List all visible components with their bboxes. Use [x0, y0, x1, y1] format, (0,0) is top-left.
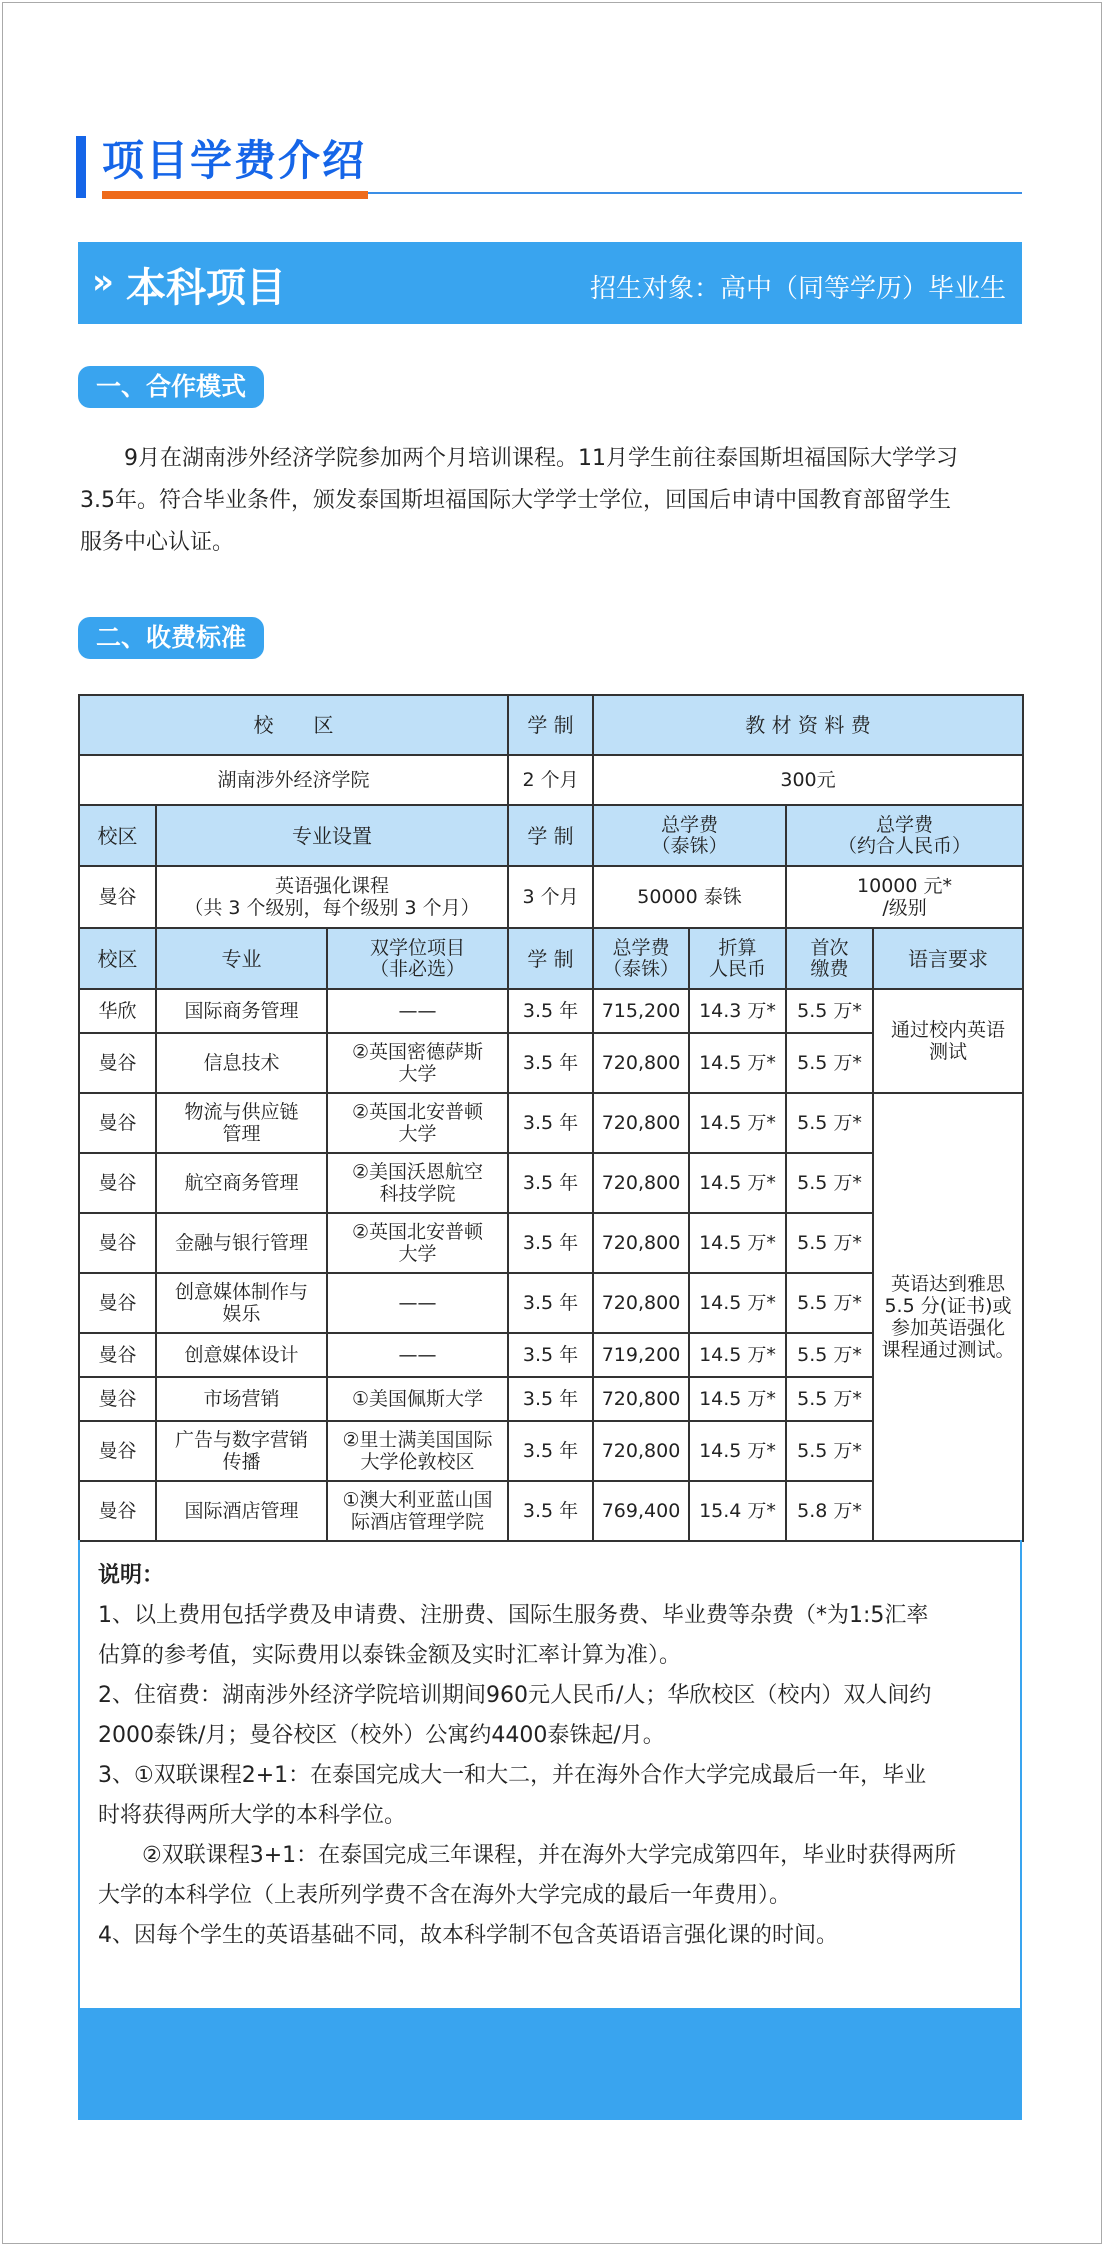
header-rmb-equivalent: 折算 人民币 — [689, 928, 786, 989]
note-line: 4、因每个学生的英语基础不同，故本科学制不包含英语语言强化课的时间。 — [98, 1923, 838, 1948]
row-major: 创意媒体设计 — [156, 1333, 327, 1377]
note-line: 1、以上费用包括学费及申请费、注册费、国际生服务费、毕业费等杂费（*为1:5汇率 — [98, 1603, 929, 1628]
english-campus: 曼谷 — [79, 866, 156, 928]
row-duration: 3.5 年 — [508, 1421, 593, 1481]
language-requirement-ielts: 英语达到雅思 5.5 分(证书)或 参加英语强化 课程通过测试。 — [873, 1093, 1023, 1541]
english-fee-baht: 50000 泰铢 — [593, 866, 786, 928]
notes-heading: 说明： — [98, 1563, 165, 1588]
header-dual-degree: 双学位项目 （非必选） — [327, 928, 508, 989]
row-first-payment: 5.5 万* — [786, 1033, 873, 1093]
row-duration: 3.5 年 — [508, 1033, 593, 1093]
row-dual-degree: ①美国佩斯大学 — [327, 1377, 508, 1421]
table-row — [79, 928, 1023, 989]
row-campus: 曼谷 — [79, 1093, 156, 1153]
row-major: 国际酒店管理 — [156, 1481, 327, 1541]
header-material-fee: 教 材 资 料 费 — [593, 695, 1023, 755]
row-first-payment: 5.5 万* — [786, 1213, 873, 1273]
table-row — [79, 805, 1023, 866]
row-first-payment: 5.5 万* — [786, 1333, 873, 1377]
header-language-requirement: 语言要求 — [873, 928, 1023, 989]
english-fee-rmb: 10000 元* /级别 — [786, 866, 1023, 928]
row-dual-degree: ②里士满美国国际 大学伦敦校区 — [327, 1421, 508, 1481]
bottom-band — [78, 2008, 1022, 2120]
training-campus: 湖南涉外经济学院 — [79, 755, 508, 805]
row-fee-baht: 719,200 — [593, 1333, 689, 1377]
header-major: 专业 — [156, 928, 327, 989]
row-duration: 3.5 年 — [508, 1153, 593, 1213]
row-duration: 3.5 年 — [508, 989, 593, 1033]
row-fee-baht: 769,400 — [593, 1481, 689, 1541]
row-fee-baht: 720,800 — [593, 1093, 689, 1153]
note-line: ②双联课程3+1：在泰国完成三年课程，并在海外大学完成第四年，毕业时获得两所 — [98, 1843, 957, 1868]
row-fee-baht: 715,200 — [593, 989, 689, 1033]
row-fee-baht: 720,800 — [593, 1033, 689, 1093]
row-fee-baht: 720,800 — [593, 1213, 689, 1273]
fee-table — [78, 694, 1024, 1542]
row-first-payment: 5.5 万* — [786, 1153, 873, 1213]
table-row — [79, 866, 1023, 928]
header-total-fee-baht: 总学费 （泰铢） — [593, 805, 786, 866]
row-dual-degree: —— — [327, 989, 508, 1033]
table-row — [79, 755, 1023, 805]
title-accent-line — [102, 191, 368, 199]
row-fee-rmb: 14.5 万* — [689, 1153, 786, 1213]
header-total-fee-rmb: 总学费 （约合人民币） — [786, 805, 1023, 866]
header-duration: 学 制 — [508, 695, 593, 755]
note-line: 3、①双联课程2+1：在泰国完成大一和大二，并在海外合作大学完成最后一年，毕业 — [98, 1763, 927, 1788]
row-fee-baht: 720,800 — [593, 1273, 689, 1333]
title-bar-accent — [76, 136, 86, 198]
note-line: 时将获得两所大学的本科学位。 — [98, 1803, 407, 1828]
row-major: 金融与银行管理 — [156, 1213, 327, 1273]
row-dual-degree: —— — [327, 1333, 508, 1377]
header-course: 专业设置 — [156, 805, 508, 866]
row-dual-degree: ②英国北安普顿 大学 — [327, 1093, 508, 1153]
row-duration: 3.5 年 — [508, 1273, 593, 1333]
row-fee-rmb: 15.4 万* — [689, 1481, 786, 1541]
row-duration: 3.5 年 — [508, 1377, 593, 1421]
row-campus: 曼谷 — [79, 1421, 156, 1481]
row-campus: 曼谷 — [79, 1033, 156, 1093]
row-fee-baht: 720,800 — [593, 1421, 689, 1481]
row-campus: 曼谷 — [79, 1153, 156, 1213]
notes-text — [98, 1556, 1008, 1956]
row-duration: 3.5 年 — [508, 1481, 593, 1541]
intro-line: 服务中心认证。 — [80, 530, 235, 555]
note-line: 估算的参考值，实际费用以泰铢金额及实时汇率计算为准）。 — [98, 1643, 682, 1668]
language-requirement-internal: 通过校内英语 测试 — [873, 989, 1023, 1093]
row-dual-degree: ②英国密德萨斯 大学 — [327, 1033, 508, 1093]
row-dual-degree: ②美国沃恩航空 科技学院 — [327, 1153, 508, 1213]
intro-line: 3.5年。符合毕业条件，颁发泰国斯坦福国际大学学士学位，回国后申请中国教育部留学生 — [80, 488, 951, 513]
english-course: 英语强化课程 （共 3 个级别，每个级别 3 个月） — [156, 866, 508, 928]
row-major: 市场营销 — [156, 1377, 327, 1421]
note-line: 大学的本科学位（上表所列学费不含在海外大学完成的最后一年费用）。 — [98, 1883, 792, 1908]
row-fee-rmb: 14.5 万* — [689, 1377, 786, 1421]
training-duration: 2 个月 — [508, 755, 593, 805]
row-campus: 曼谷 — [79, 1273, 156, 1333]
row-campus: 曼谷 — [79, 1213, 156, 1273]
row-fee-rmb: 14.5 万* — [689, 1421, 786, 1481]
row-first-payment: 5.5 万* — [786, 1377, 873, 1421]
row-campus: 曼谷 — [79, 1333, 156, 1377]
english-duration: 3 个月 — [508, 866, 593, 928]
header-campus: 校区 — [79, 928, 156, 989]
table-row — [79, 1093, 1023, 1153]
note-line: 2、住宿费：湖南涉外经济学院培训期间960元人民币/人；华欣校区（校内）双人间约 — [98, 1683, 932, 1708]
row-fee-rmb: 14.5 万* — [689, 1033, 786, 1093]
note-line: 2000泰铢/月；曼谷校区（校外）公寓约4400泰铢起/月。 — [98, 1723, 665, 1748]
row-duration: 3.5 年 — [508, 1333, 593, 1377]
row-campus: 曼谷 — [79, 1481, 156, 1541]
row-major: 广告与数字营销 传播 — [156, 1421, 327, 1481]
row-major: 创意媒体制作与 娱乐 — [156, 1273, 327, 1333]
row-first-payment: 5.8 万* — [786, 1481, 873, 1541]
section-banner — [78, 242, 1022, 324]
header-total-fee-baht: 总学费 （泰铢） — [593, 928, 689, 989]
row-fee-rmb: 14.5 万* — [689, 1273, 786, 1333]
section-fees-title: 二、收费标准 — [78, 617, 264, 659]
intro-line: 9月在湖南涉外经济学院参加两个月培训课程。11月学生前往泰国斯坦福国际大学学习 — [80, 446, 958, 471]
row-fee-rmb: 14.5 万* — [689, 1213, 786, 1273]
row-first-payment: 5.5 万* — [786, 1273, 873, 1333]
row-major: 信息技术 — [156, 1033, 327, 1093]
header-duration: 学 制 — [508, 805, 593, 866]
banner-title: 本科项目 — [126, 265, 286, 311]
row-dual-degree: —— — [327, 1273, 508, 1333]
section-cooperation-title: 一、合作模式 — [78, 366, 264, 408]
row-campus: 曼谷 — [79, 1377, 156, 1421]
page-title: 项目学费介绍 — [102, 136, 367, 185]
row-fee-baht: 720,800 — [593, 1377, 689, 1421]
row-fee-rmb: 14.5 万* — [689, 1333, 786, 1377]
double-chevron-icon — [92, 262, 114, 302]
row-first-payment: 5.5 万* — [786, 1093, 873, 1153]
row-fee-rmb: 14.3 万* — [689, 989, 786, 1033]
table-row — [79, 989, 1023, 1033]
row-duration: 3.5 年 — [508, 1213, 593, 1273]
header-campus: 校 区 — [79, 695, 508, 755]
table-row — [79, 695, 1023, 755]
row-fee-rmb: 14.5 万* — [689, 1093, 786, 1153]
header-campus: 校区 — [79, 805, 156, 866]
header-first-payment: 首次 缴费 — [786, 928, 873, 989]
row-dual-degree: ①澳大利亚蓝山国 际酒店管理学院 — [327, 1481, 508, 1541]
intro-paragraph — [80, 438, 1024, 564]
row-campus: 华欣 — [79, 989, 156, 1033]
row-first-payment: 5.5 万* — [786, 1421, 873, 1481]
row-duration: 3.5 年 — [508, 1093, 593, 1153]
row-fee-baht: 720,800 — [593, 1153, 689, 1213]
banner-subtitle: 招生对象：高中（同等学历）毕业生 — [589, 274, 1006, 304]
training-fee: 300元 — [593, 755, 1023, 805]
row-major: 国际商务管理 — [156, 989, 327, 1033]
row-major: 物流与供应链 管理 — [156, 1093, 327, 1153]
row-first-payment: 5.5 万* — [786, 989, 873, 1033]
header-duration: 学 制 — [508, 928, 593, 989]
row-major: 航空商务管理 — [156, 1153, 327, 1213]
row-dual-degree: ②英国北安普顿 大学 — [327, 1213, 508, 1273]
